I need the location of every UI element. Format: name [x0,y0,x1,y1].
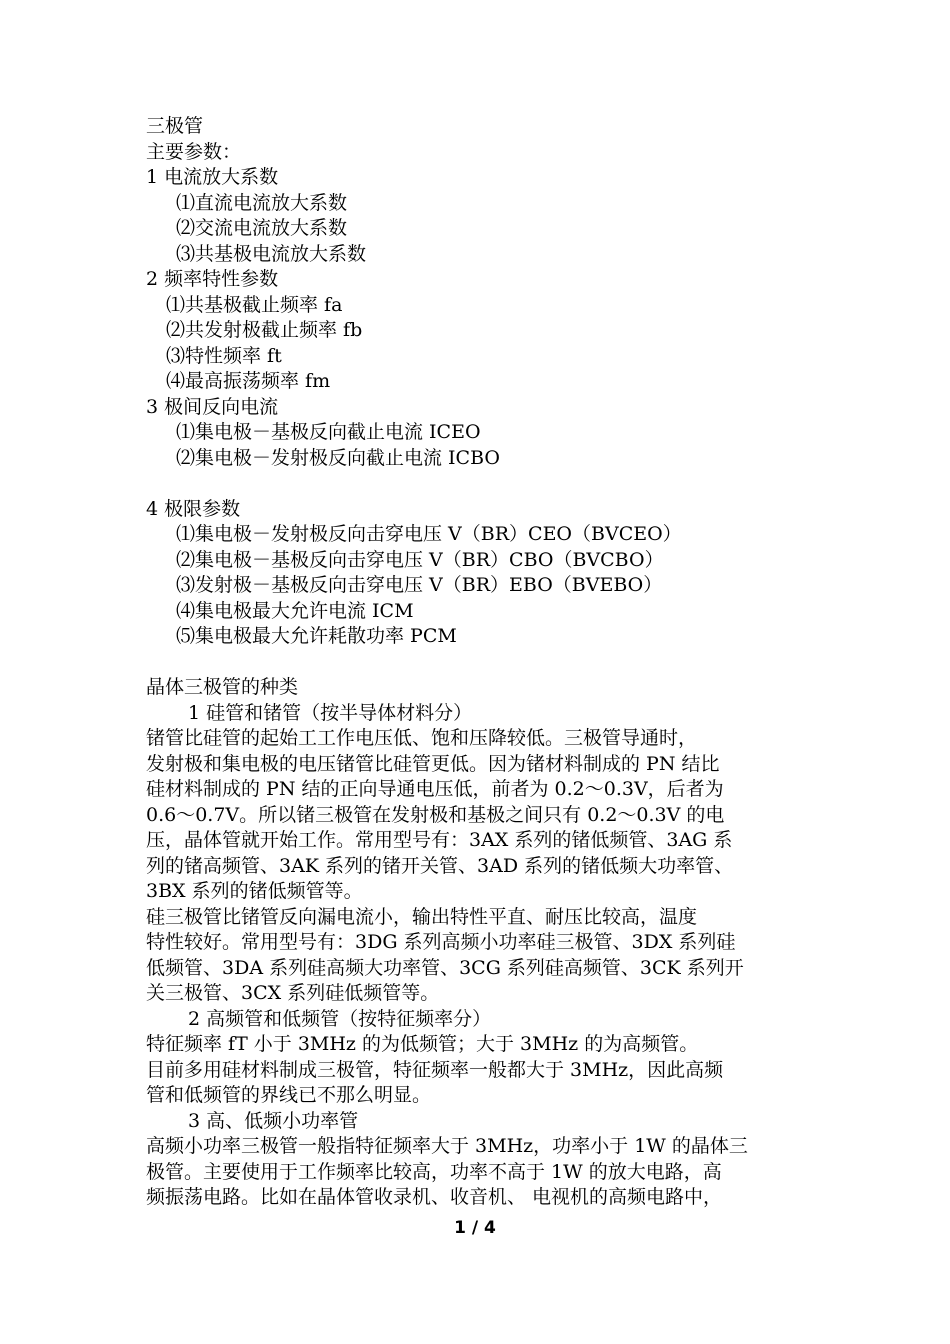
subsection-heading: 1 硅管和锗管（按半导体材料分） [188,701,473,724]
paragraph-line: 硅材料制成的 PN 结的正向导通电压低，前者为 0.2～0.3V，后者为 [146,778,724,800]
list-item: ⑸集电极最大允许耗散功率 PCM [176,625,457,647]
paragraph-line: 特性较好。常用型号有：3DG 系列高频小功率硅三极管、3DX 系列硅 [146,931,736,953]
list-item: ⑶特性频率 ft [166,344,282,367]
paragraph-line: 高频小功率三极管一般指特征频率大于 3MHz，功率小于 1W 的晶体三 [146,1135,748,1157]
list-item: ⑴直流电流放大系数 [176,191,348,214]
subsection-heading: 2 高频管和低频管（按特征频率分） [188,1007,492,1030]
list-item: ⑷最高振荡频率 fm [166,370,331,392]
list-item: ⑵共发射极截止频率 fb [166,319,363,341]
types-heading: 晶体三极管的种类 [146,676,299,698]
paragraph-line: 特征频率 fT 小于 3MHz 的为低频管；大于 3MHz 的为高频管。 [146,1033,699,1055]
list-item: ⑵集电极－发射极反向截止电流 ICBO [176,446,500,469]
list-item: ⑷集电极最大允许电流 ICM [176,599,414,622]
page-number: 1 / 4 [454,1218,496,1238]
params-heading: 主要参数： [146,140,242,163]
document-body [146,114,816,1211]
list-item: ⑴共基极截止频率 fa [166,293,343,316]
subsection-heading: 3 高、低频小功率管 [188,1109,359,1132]
paragraph [146,905,816,1007]
section-4-heading: 4 极限参数 [146,497,241,520]
paragraph-line: 0.6～0.7V。所以锗三极管在发射极和基极之间只有 0.2～0.3V 的电 [146,803,725,826]
paragraph-line: 管和低频管的界线已不那么明显。 [146,1084,432,1106]
section-2-heading: 2 频率特性参数 [146,268,279,290]
doc-title: 三极管 [146,115,204,137]
paragraph [146,1134,816,1211]
paragraph-line: 列的锗高频管、3AK 系列的锗开关管、3AD 系列的锗低频大功率管、 [146,854,734,877]
paragraph-line: 硅三极管比锗管反向漏电流小，输出特性平直、耐压比较高，温度 [146,905,698,928]
paragraph-line: 锗管比硅管的起始工工作电压低、饱和压降较低。三极管导通时， [146,727,698,749]
list-item: ⑶发射极－基极反向击穿电压 V（BR）EBO（BVEBO） [176,574,663,596]
paragraph-line: 低频管、3DA 系列硅高频大功率管、3CG 系列硅高频管、3CK 系列开 [146,956,744,979]
paragraph-line: 发射极和集电极的电压锗管比硅管更低。因为锗材料制成的 PN 结比 [146,752,720,775]
spacer [146,471,816,497]
list-item: ⑶共基极电流放大系数 [176,242,367,265]
paragraph-line: 关三极管、3CX 系列硅低频管等。 [146,982,440,1004]
list-item: ⑴集电极－基极反向截止电流 ICEO [176,421,481,443]
paragraph [146,1032,816,1058]
paragraph-line: 压，晶体管就开始工作。常用型号有：3AX 系列的锗低频管、3AG 系 [146,829,733,851]
list-item: ⑴集电极－发射极反向击穿电压 V（BR）CEO（BVCEO） [176,523,682,545]
paragraph-line: 极管。主要使用于工作频率比较高，功率不高于 1W 的放大电路，高 [146,1160,722,1183]
paragraph [146,1058,816,1109]
section-3-heading: 3 极间反向电流 [146,395,279,418]
paragraph [146,726,816,905]
section-1-heading: 1 电流放大系数 [146,166,279,188]
list-item: ⑵集电极－基极反向击穿电压 V（BR）CBO（BVCBO） [176,548,664,571]
list-item: ⑵交流电流放大系数 [176,217,348,239]
paragraph-line: 3BX 系列的锗低频管等。 [146,880,363,902]
spacer [146,650,816,676]
paragraph-line: 目前多用硅材料制成三极管，特征频率一般都大于 3MHz，因此高频 [146,1058,724,1081]
paragraph-line: 频振荡电路。比如在晶体管收录机、收音机、 电视机的高频电路中， [146,1186,723,1208]
